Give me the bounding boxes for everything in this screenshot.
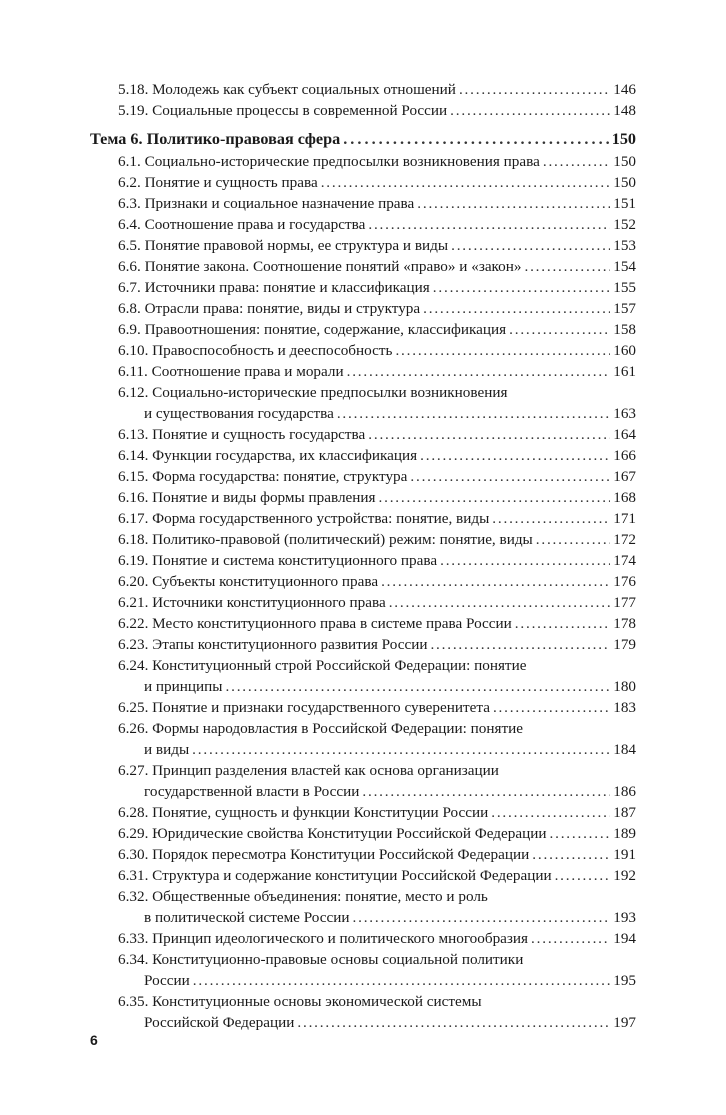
toc-entry-6-23[interactable]: 6.23. Этапы конституционного развития России . . . 179 xyxy=(118,635,636,655)
toc-entry-6-15[interactable]: 6.15. Форма государства: понятие, структура . . . 167 xyxy=(118,467,636,487)
toc-entry-6-18[interactable]: 6.18. Политико-правовой (политический) режим: понятие, виды . . . 172 xyxy=(118,530,636,550)
toc-entry-5-19[interactable]: 5.19. Социальные процессы в современной России . . . 148 xyxy=(118,101,636,121)
toc-entry-6-10[interactable]: 6.10. Правоспособность и дееспособность . . . 160 xyxy=(118,341,636,361)
toc-entry-6-20[interactable]: 6.20. Субъекты конституционного права . . . 176 xyxy=(118,572,636,592)
toc-entry-6-25[interactable]: 6.25. Понятие и признаки государственного суверенитета . . . 183 xyxy=(118,698,636,718)
toc-entry-6-26[interactable]: 6.26. Формы народовластия в Российской Федерации: понятие xyxy=(118,720,523,737)
toc-entry-6-8[interactable]: 6.8. Отрасли права: понятие, виды и структура . . . 157 xyxy=(118,299,636,319)
toc-entry-6-3[interactable]: 6.3. Признаки и социальное назначение права . . . 151 xyxy=(118,194,636,214)
toc-entry-6-35-continued[interactable]: Российской Федерации . . . 197 xyxy=(144,1013,636,1033)
toc-entry-6-12-continued[interactable]: и существования государства . . . 163 xyxy=(144,404,636,424)
toc-entry-6-31[interactable]: 6.31. Структура и содержание конституции Российской Федерации . . . 192 xyxy=(118,866,636,886)
toc-entry-5-18[interactable]: 5.18. Молодежь как субъект социальных отношений . . . 146 xyxy=(118,80,636,100)
toc-entry-6-17[interactable]: 6.17. Форма государственного устройства: понятие, виды . . . 171 xyxy=(118,509,636,529)
toc-entry-6-16[interactable]: 6.16. Понятие и виды формы правления . . . 168 xyxy=(118,488,636,508)
toc-entry-6-4[interactable]: 6.4. Соотношение права и государства . . . 152 xyxy=(118,215,636,235)
toc-entry-6-13[interactable]: 6.13. Понятие и сущность государства . . . 164 xyxy=(118,425,636,445)
toc-entry-6-7[interactable]: 6.7. Источники права: понятие и классификация . . . 155 xyxy=(118,278,636,298)
toc-entry-6-33[interactable]: 6.33. Принцип идеологического и политического многообразия . . . 194 xyxy=(118,929,636,949)
toc-entry-6-9[interactable]: 6.9. Правоотношения: понятие, содержание, классификация . . . 158 xyxy=(118,320,636,340)
toc-entry-6-11[interactable]: 6.11. Соотношение права и морали . . . 161 xyxy=(118,362,636,382)
toc-entry-6-28[interactable]: 6.28. Понятие, сущность и функции Конституции России . . . 187 xyxy=(118,803,636,823)
toc-entry-6-34[interactable]: 6.34. Конституционно-правовые основы социальной политики xyxy=(118,951,524,968)
toc-entry-6-26-continued[interactable]: и виды . . . 184 xyxy=(144,740,636,760)
toc-entry-6-22[interactable]: 6.22. Место конституционного права в системе права России . . . 178 xyxy=(118,614,636,634)
toc-entry-6-5[interactable]: 6.5. Понятие правовой нормы, ее структура и виды . . . 153 xyxy=(118,236,636,256)
toc-section-heading-6[interactable]: Тема 6. Политико-правовая сфера . . . 150 xyxy=(90,129,636,149)
toc-entry-6-35[interactable]: 6.35. Конституционные основы экономической системы xyxy=(118,993,482,1010)
toc-entry-6-12[interactable]: 6.12. Социально-исторические предпосылки возникновения xyxy=(118,384,508,401)
toc-entry-6-30[interactable]: 6.30. Порядок пересмотра Конституции Российской Федерации . . . 191 xyxy=(118,845,636,865)
toc-entry-6-14[interactable]: 6.14. Функции государства, их классификация . . . 166 xyxy=(118,446,636,466)
toc-entry-6-24-continued[interactable]: и принципы . . . 180 xyxy=(144,677,636,697)
page-number: 6 xyxy=(90,1032,98,1048)
toc-entry-6-6[interactable]: 6.6. Понятие закона. Соотношение понятий «право» и «закон» . . . 154 xyxy=(118,257,636,277)
toc-entry-6-1[interactable]: 6.1. Социально-исторические предпосылки возникновения права . . . 150 xyxy=(118,152,636,172)
toc-entry-6-2[interactable]: 6.2. Понятие и сущность права . . . 150 xyxy=(118,173,636,193)
toc-entry-6-19[interactable]: 6.19. Понятие и система конституционного права . . . 174 xyxy=(118,551,636,571)
toc-entry-6-24[interactable]: 6.24. Конституционный строй Российской Федерации: понятие xyxy=(118,657,527,674)
toc-entry-6-32[interactable]: 6.32. Общественные объединения: понятие, место и роль xyxy=(118,888,488,905)
toc-entry-6-32-continued[interactable]: в политической системе России . . . 193 xyxy=(144,908,636,928)
toc-entry-6-27[interactable]: 6.27. Принцип разделения властей как основа организации xyxy=(118,762,499,779)
toc-entry-6-21[interactable]: 6.21. Источники конституционного права . . . 177 xyxy=(118,593,636,613)
toc-entry-6-29[interactable]: 6.29. Юридические свойства Конституции Российской Федерации . . . 189 xyxy=(118,824,636,844)
toc-entry-6-27-continued[interactable]: государственной власти в России . . . 186 xyxy=(144,782,636,802)
toc-entry-6-34-continued[interactable]: России . . . 195 xyxy=(144,971,636,991)
